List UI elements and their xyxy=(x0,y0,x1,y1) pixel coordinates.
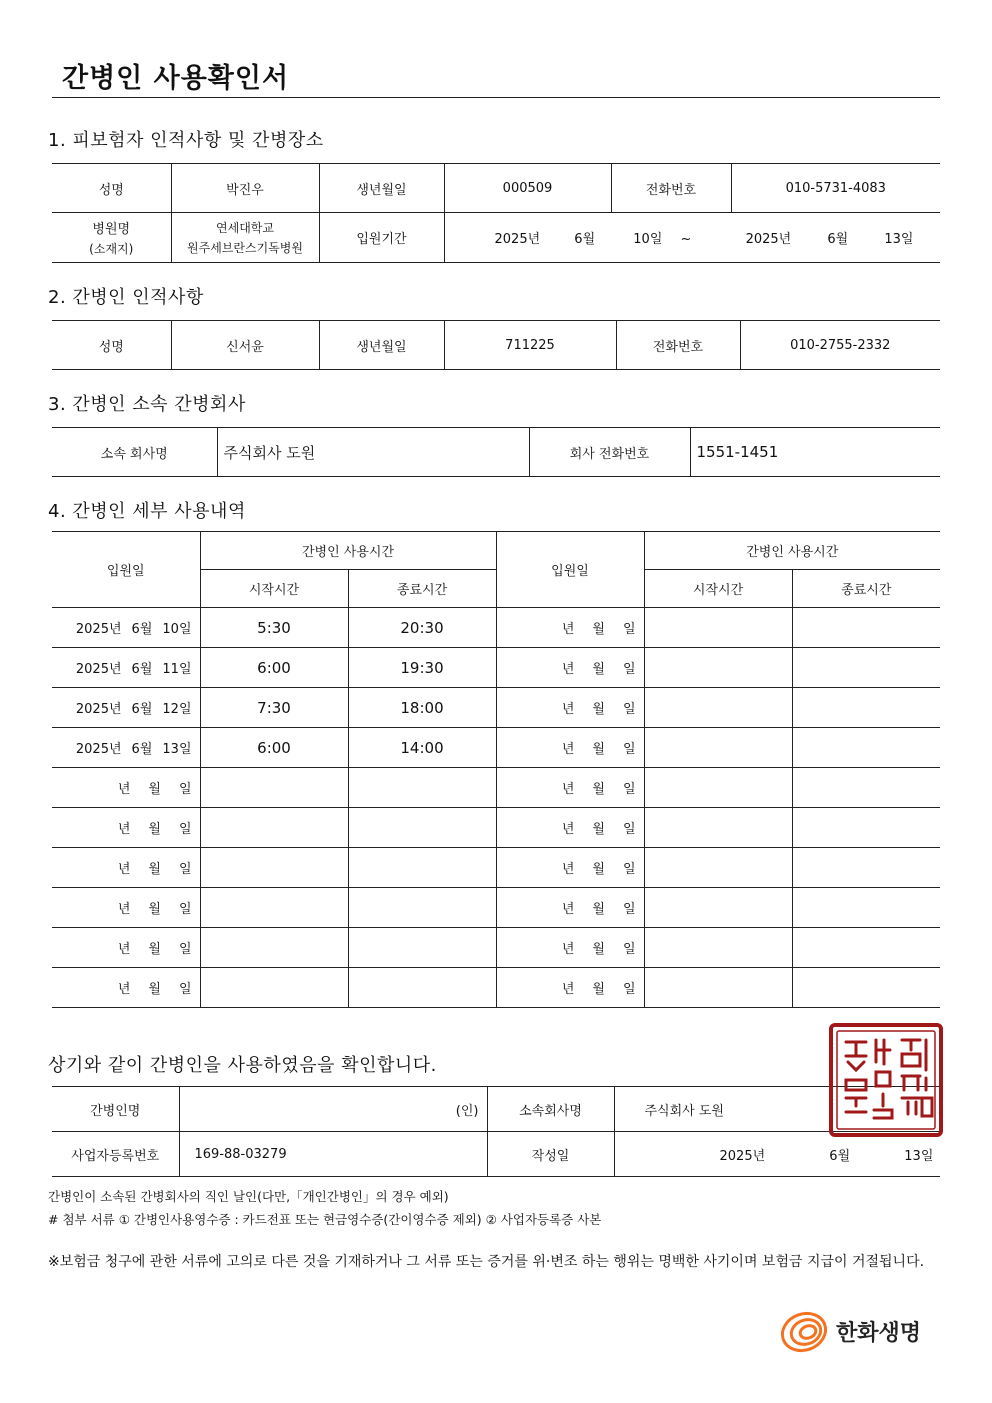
blank-y-unit: 년 xyxy=(561,822,575,837)
blank-m-unit: 월 xyxy=(148,942,161,957)
end-header-right: 종료시간 xyxy=(792,570,940,608)
usage-date-left xyxy=(52,928,200,968)
bizno-value: 169-88-03279 xyxy=(179,1132,487,1177)
caregiver-name-label: 성명 xyxy=(52,321,171,370)
seal-mark: (인) xyxy=(455,1103,479,1119)
usage-start-left: 6:00 xyxy=(200,728,348,768)
blank-m-unit: 월 xyxy=(148,822,161,837)
blank-m-unit: 월 xyxy=(148,782,161,797)
usage-end-left xyxy=(348,968,496,1008)
usage-end-left xyxy=(348,768,496,808)
section4-heading: 4. 간병인 세부 사용내역 xyxy=(48,501,246,522)
blank-y-unit: 년 xyxy=(561,982,575,997)
usage-date-left xyxy=(52,728,200,768)
caregiver-sign-label: 간병인명 xyxy=(52,1087,179,1132)
blank-d-unit: 일 xyxy=(622,702,636,717)
usage-date-right xyxy=(496,608,644,648)
year-unit: 년 xyxy=(108,702,122,717)
usage-date-right xyxy=(496,888,644,928)
usage-table xyxy=(52,531,940,1008)
usage-end-left xyxy=(348,808,496,848)
usage-end-left: 14:00 xyxy=(348,728,496,768)
insured-birth-value: 000509 xyxy=(444,164,611,213)
usage-start-right xyxy=(644,648,792,688)
usage-start-right xyxy=(644,808,792,848)
start-header-right: 시작시간 xyxy=(644,570,792,608)
title-divider xyxy=(52,97,940,98)
blank-d-unit: 일 xyxy=(178,982,192,997)
blank-d-unit: 일 xyxy=(178,902,192,917)
blank-m-unit: 월 xyxy=(148,982,161,997)
insured-phone-value: 010-5731-4083 xyxy=(731,164,940,213)
usage-end-right xyxy=(792,648,940,688)
usage-end-left: 19:30 xyxy=(348,648,496,688)
blank-y-unit: 년 xyxy=(561,702,575,717)
hospital-label xyxy=(52,213,171,263)
bizno-label: 사업자등록번호 xyxy=(52,1132,179,1177)
caregiver-birth-label: 생년월일 xyxy=(319,321,444,370)
company-seal-stamp xyxy=(828,1022,944,1138)
usage-date-left xyxy=(52,808,200,848)
blank-y-unit: 년 xyxy=(561,862,575,877)
time-header-left: 간병인 사용시간 xyxy=(200,532,496,570)
usage-end-right xyxy=(792,728,940,768)
usage-end-right xyxy=(792,608,940,648)
blank-m-unit: 월 xyxy=(592,702,605,717)
blank-m-unit: 월 xyxy=(592,742,605,757)
blank-m-unit: 월 xyxy=(592,942,605,957)
blank-y-unit: 년 xyxy=(561,742,575,757)
usage-start-right xyxy=(644,768,792,808)
usage-date-right xyxy=(496,968,644,1008)
write-date-label: 작성일 xyxy=(487,1132,614,1177)
blank-d-unit: 일 xyxy=(622,822,636,837)
caregiver-phone-label: 전화번호 xyxy=(616,321,740,370)
company-name-label: 소속 회사명 xyxy=(52,428,217,477)
day-unit: 일 xyxy=(178,622,192,637)
caregiver-birth-value: 711225 xyxy=(444,321,616,370)
hospital-value-line1: 연세대학교 xyxy=(216,221,274,235)
row-year: 2025 xyxy=(75,622,109,637)
usage-end-right xyxy=(792,968,940,1008)
blank-m-unit: 월 xyxy=(592,662,605,677)
usage-end-right xyxy=(792,808,940,848)
usage-date-left xyxy=(52,968,200,1008)
write-year: 2025 xyxy=(719,1148,753,1164)
blank-m-unit: 월 xyxy=(592,982,605,997)
usage-start-left xyxy=(200,808,348,848)
row-year: 2025 xyxy=(75,662,109,677)
confirm-text: 상기와 같이 간병인을 사용하였음을 확인합니다. xyxy=(48,1055,437,1076)
hanwha-logo-text: 한화생명 xyxy=(836,1320,922,1346)
usage-date-right xyxy=(496,688,644,728)
section1-heading: 1. 피보험자 인적사항 및 간병장소 xyxy=(48,130,324,151)
blank-m-unit: 월 xyxy=(592,622,605,637)
blank-d-unit: 일 xyxy=(622,982,636,997)
usage-start-right xyxy=(644,688,792,728)
month-unit: 월 xyxy=(837,1148,851,1164)
blank-d-unit: 일 xyxy=(622,662,636,677)
confirm-company-value: 주식회사 도원 xyxy=(614,1087,940,1132)
row-year: 2025 xyxy=(75,742,109,757)
usage-start-left: 6:00 xyxy=(200,648,348,688)
company-tel-value: 1551-1451 xyxy=(690,428,940,477)
company-table xyxy=(52,427,940,477)
usage-date-left xyxy=(52,768,200,808)
end-header-left: 종료시간 xyxy=(348,570,496,608)
confirm-table xyxy=(52,1086,940,1177)
date-header-right: 입원일 xyxy=(496,532,644,608)
write-month: 6 xyxy=(829,1148,838,1164)
hospital-label-line1: 병원명 xyxy=(92,222,131,237)
usage-date-left xyxy=(52,848,200,888)
page-title: 간병인 사용확인서 xyxy=(62,63,290,94)
usage-end-right xyxy=(792,768,940,808)
start-header-left: 시작시간 xyxy=(200,570,348,608)
blank-d-unit: 일 xyxy=(622,622,636,637)
section2-heading: 2. 간병인 인적사항 xyxy=(48,287,204,308)
day-unit: 일 xyxy=(178,702,192,717)
month-unit: 월 xyxy=(139,742,153,757)
caregiver-name-value: 신서윤 xyxy=(171,321,319,370)
hospital-value xyxy=(171,213,319,263)
table-row xyxy=(52,728,940,768)
day-unit: 일 xyxy=(900,232,914,247)
table-row xyxy=(52,808,940,848)
usage-start-right xyxy=(644,608,792,648)
blank-d-unit: 일 xyxy=(178,782,192,797)
usage-end-right xyxy=(792,888,940,928)
period-tilde: ~ xyxy=(680,232,692,247)
blank-y-unit: 년 xyxy=(117,782,131,797)
caregiver-phone-value: 010-2755-2332 xyxy=(740,321,940,370)
blank-d-unit: 일 xyxy=(622,862,636,877)
usage-start-right xyxy=(644,848,792,888)
blank-y-unit: 년 xyxy=(561,622,575,637)
usage-start-left: 7:30 xyxy=(200,688,348,728)
table-row xyxy=(52,968,940,1008)
usage-date-right xyxy=(496,648,644,688)
year-unit: 년 xyxy=(108,742,122,757)
blank-y-unit: 년 xyxy=(117,862,131,877)
end-month: 6 xyxy=(827,232,836,247)
blank-d-unit: 일 xyxy=(178,822,192,837)
usage-start-left xyxy=(200,928,348,968)
hospital-value-line2: 원주세브란스기독병원 xyxy=(187,241,303,255)
blank-m-unit: 월 xyxy=(592,902,605,917)
blank-y-unit: 년 xyxy=(561,942,575,957)
insured-phone-label: 전화번호 xyxy=(611,164,731,213)
usage-start-right xyxy=(644,968,792,1008)
usage-date-left xyxy=(52,688,200,728)
day-unit: 일 xyxy=(920,1148,934,1164)
blank-y-unit: 년 xyxy=(117,902,131,917)
month-unit: 월 xyxy=(139,662,153,677)
blank-y-unit: 년 xyxy=(561,782,575,797)
row-day: 13 xyxy=(162,742,179,757)
usage-end-left xyxy=(348,848,496,888)
blank-y-unit: 년 xyxy=(117,982,131,997)
usage-date-right xyxy=(496,928,644,968)
blank-m-unit: 월 xyxy=(148,862,161,877)
month-unit: 월 xyxy=(139,622,153,637)
usage-start-left xyxy=(200,888,348,928)
blank-m-unit: 월 xyxy=(592,782,605,797)
table-row xyxy=(52,848,940,888)
usage-end-left: 18:00 xyxy=(348,688,496,728)
period-value xyxy=(444,213,940,263)
usage-date-right xyxy=(496,848,644,888)
usage-end-left: 20:30 xyxy=(348,608,496,648)
usage-date-right xyxy=(496,768,644,808)
insured-name-label: 성명 xyxy=(52,164,171,213)
blank-m-unit: 월 xyxy=(148,902,161,917)
day-unit: 일 xyxy=(178,662,192,677)
blank-d-unit: 일 xyxy=(622,782,636,797)
insured-birth-label: 생년월일 xyxy=(319,164,444,213)
usage-start-right xyxy=(644,728,792,768)
row-day: 11 xyxy=(162,662,179,677)
month-unit: 월 xyxy=(835,232,849,247)
period-label: 입원기간 xyxy=(319,213,444,263)
date-header-left: 입원일 xyxy=(52,532,200,608)
insured-name-value: 박진우 xyxy=(171,164,319,213)
usage-start-left xyxy=(200,848,348,888)
caregiver-sign-value xyxy=(179,1087,487,1132)
hanwha-logo xyxy=(778,1308,921,1354)
table-row xyxy=(52,768,940,808)
table-row xyxy=(52,648,940,688)
table-row xyxy=(52,608,940,648)
usage-end-left xyxy=(348,928,496,968)
year-unit: 년 xyxy=(778,232,792,247)
blank-y-unit: 년 xyxy=(117,942,131,957)
blank-m-unit: 월 xyxy=(592,822,605,837)
note-line1: 간병인이 소속된 간병회사의 직인 날인(다만,「개인간병인」의 경우 예외) xyxy=(48,1189,449,1204)
usage-end-left xyxy=(348,888,496,928)
usage-start-left xyxy=(200,768,348,808)
blank-d-unit: 일 xyxy=(622,902,636,917)
blank-y-unit: 년 xyxy=(561,902,575,917)
hospital-label-line2: (소재지) xyxy=(89,242,134,256)
row-day: 12 xyxy=(162,702,179,717)
row-month: 6 xyxy=(131,662,140,677)
caregiver-table xyxy=(52,320,940,370)
blank-d-unit: 일 xyxy=(178,942,192,957)
usage-end-right xyxy=(792,928,940,968)
row-year: 2025 xyxy=(75,702,109,717)
start-day: 10 xyxy=(633,232,650,247)
year-unit: 년 xyxy=(108,622,122,637)
usage-start-left: 5:30 xyxy=(200,608,348,648)
usage-end-right xyxy=(792,848,940,888)
usage-start-left xyxy=(200,968,348,1008)
insured-table xyxy=(52,163,940,263)
usage-date-right xyxy=(496,808,644,848)
blank-d-unit: 일 xyxy=(622,742,636,757)
usage-date-left xyxy=(52,888,200,928)
usage-date-right xyxy=(496,728,644,768)
row-month: 6 xyxy=(131,702,140,717)
warning-text: ※보험금 청구에 관한 서류에 고의로 다른 것을 기재하거나 그 서류 또는 증거를 위·변조 하는 행위는 명백한 사기이며 보험금 지급이 거절됩니다. xyxy=(48,1254,925,1270)
usage-date-left xyxy=(52,608,200,648)
company-tel-label: 회사 전화번호 xyxy=(529,428,690,477)
month-unit: 월 xyxy=(139,702,153,717)
table-row xyxy=(52,928,940,968)
start-month: 6 xyxy=(574,232,583,247)
blank-d-unit: 일 xyxy=(622,942,636,957)
row-month: 6 xyxy=(131,622,140,637)
blank-d-unit: 일 xyxy=(178,862,192,877)
write-date-value xyxy=(614,1132,940,1177)
usage-start-right xyxy=(644,888,792,928)
year-unit: 년 xyxy=(527,232,541,247)
month-unit: 월 xyxy=(582,232,596,247)
blank-y-unit: 년 xyxy=(117,822,131,837)
note-line2: # 첨부 서류 ① 간병인사용영수증 : 카드전표 또는 현금영수증(간이영수증 제외) ② 사업자등록증 사본 xyxy=(48,1212,602,1227)
table-row xyxy=(52,888,940,928)
usage-date-left xyxy=(52,648,200,688)
usage-start-right xyxy=(644,928,792,968)
day-unit: 일 xyxy=(649,232,663,247)
year-unit: 년 xyxy=(108,662,122,677)
blank-m-unit: 월 xyxy=(592,862,605,877)
time-header-right: 간병인 사용시간 xyxy=(644,532,940,570)
confirm-company-label: 소속회사명 xyxy=(487,1087,614,1132)
start-year: 2025 xyxy=(494,232,528,247)
table-row xyxy=(52,688,940,728)
section3-heading: 3. 간병인 소속 간병회사 xyxy=(48,394,246,415)
hanwha-logo-icon xyxy=(778,1308,830,1354)
year-unit: 년 xyxy=(752,1148,766,1164)
write-day: 13 xyxy=(904,1148,921,1164)
end-year: 2025 xyxy=(745,232,779,247)
usage-end-right xyxy=(792,688,940,728)
blank-y-unit: 년 xyxy=(561,662,575,677)
row-month: 6 xyxy=(131,742,140,757)
row-day: 10 xyxy=(162,622,179,637)
end-day: 13 xyxy=(884,232,901,247)
day-unit: 일 xyxy=(178,742,192,757)
company-name-value: 주식회사 도원 xyxy=(217,428,529,477)
